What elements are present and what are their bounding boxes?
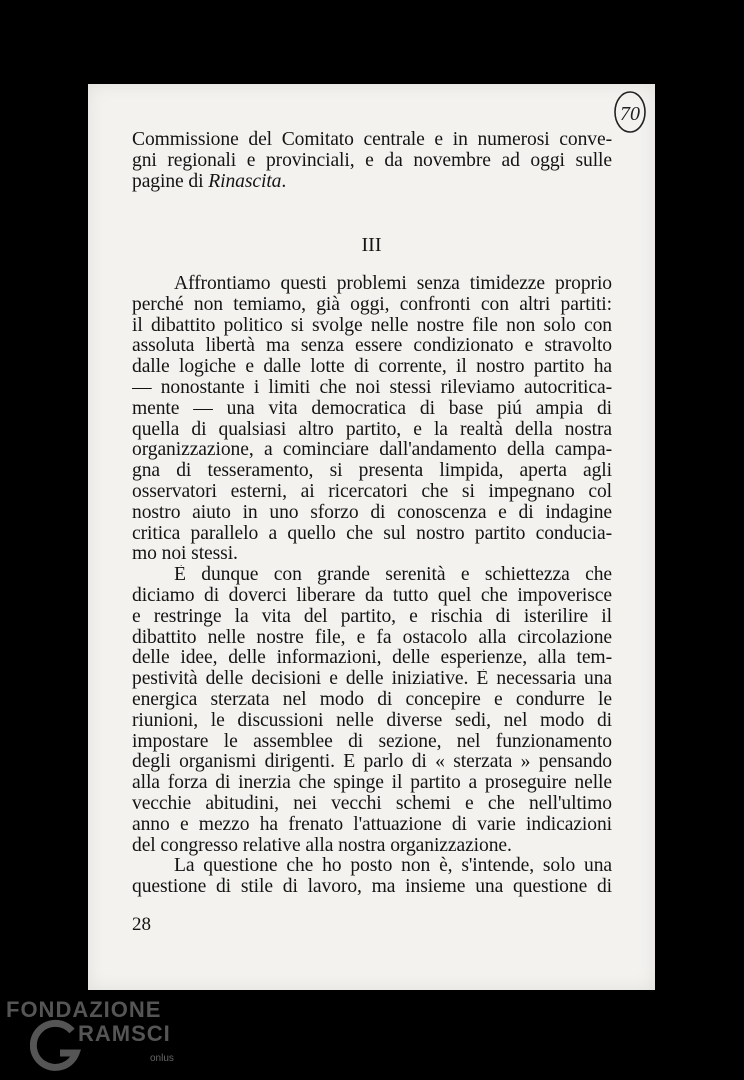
text-line: energica sterzata nel modo di concepire e condurre le (132, 689, 612, 710)
text-line: riunioni, le discussioni nelle diverse sedi, nel modo di (132, 710, 612, 731)
text-line: assoluta libertà ma senza essere condizionato e stravolto (132, 336, 612, 357)
text-line: È dunque con grande serenità e schiettezza che (174, 565, 612, 586)
svg-text:70: 70 (620, 103, 640, 125)
text-line: Commissione del Comitato centrale e in numerosi conve- (132, 130, 612, 150)
section-heading: III (361, 234, 382, 256)
publication-title: Rinascita (208, 171, 282, 192)
text-line: — nonostante i limiti che noi stessi rileviamo autocritica- (132, 377, 612, 398)
text-line: delle idee, delle informazioni, delle esperienze, alla tem- (132, 648, 612, 669)
text-line: perché non temiamo, già oggi, confronti con altri partiti: (132, 294, 612, 315)
text-line: Affrontiamo questi problemi senza timidezze proprio (174, 274, 612, 294)
text-line: quella di qualsiasi altro partito, e la realtà della nostra (132, 419, 612, 440)
text-line: questione di stile di lavoro, ma insieme una questione di (132, 877, 612, 898)
handwritten-annotation (610, 88, 650, 138)
logo-tagline: onlus (150, 1053, 174, 1064)
text-line: mente — una vita democratica di base piú ampia di (132, 398, 612, 419)
document-page (88, 84, 655, 990)
text-line: nostro aiuto in uno sforzo di conoscenza e di indagine (132, 502, 612, 523)
text-line: organizzazione, a cominciare dall'andamento della campa- (132, 440, 612, 461)
text-line: gni regionali e provinciali, e da novembre ad oggi sulle (132, 150, 612, 171)
text-line: mo noi stessi. (132, 544, 238, 565)
text-line: critica parallelo a quello che sul nostro partito conducia- (132, 523, 612, 544)
text-line: degli organismi dirigenti. E parlo di « sterzata » pensando (132, 752, 612, 773)
text-line: La questione che ho posto non è, s'intende, solo una (174, 856, 612, 877)
text-line: gna di tesseramento, si presenta limpida, aperta agli (132, 461, 612, 482)
text-line: del congresso relative alla nostra organizzazione. (132, 835, 512, 856)
text-line: dalle logiche e dalle lotte di corrente, il nostro partito ha (132, 357, 612, 378)
text-line: pagine di Rinascita. (132, 171, 287, 192)
text-line: impostare le assemblee di sezione, nel funzionamento (132, 731, 612, 752)
text-line: dibattito nelle nostre file, e fa ostacolo alla circolazione (132, 627, 612, 648)
text-line: alla forza di inerzia che spinge il partito a proseguire nelle (132, 773, 612, 794)
fondazione-gramsci-logo (6, 997, 186, 1077)
text-line: pestività delle decisioni e delle iniziative. È necessaria una (132, 669, 612, 690)
text-line: vecchie abitudini, nei vecchi schemi e che nell'ultimo (132, 793, 612, 814)
page-number: 28 (132, 914, 151, 935)
text-line: e restringe la vita del partito, e rischia di isterilire il (132, 606, 612, 627)
body-text (132, 274, 612, 898)
intro-paragraph (132, 130, 612, 192)
text-line: osservatori esterni, ai ricercatori che si impegnano col (132, 481, 612, 502)
text-line: il dibattito politico si svolge nelle nostre file non solo con (132, 315, 612, 336)
logo-line1: FONDAZIONE (6, 997, 162, 1022)
logo-line2: RAMSCI (78, 1021, 171, 1046)
text-line: anno e mezzo ha frenato l'attuazione di varie indicazioni (132, 814, 612, 835)
text-line: diciamo di doverci liberare da tutto quel che impoverisce (132, 585, 612, 606)
